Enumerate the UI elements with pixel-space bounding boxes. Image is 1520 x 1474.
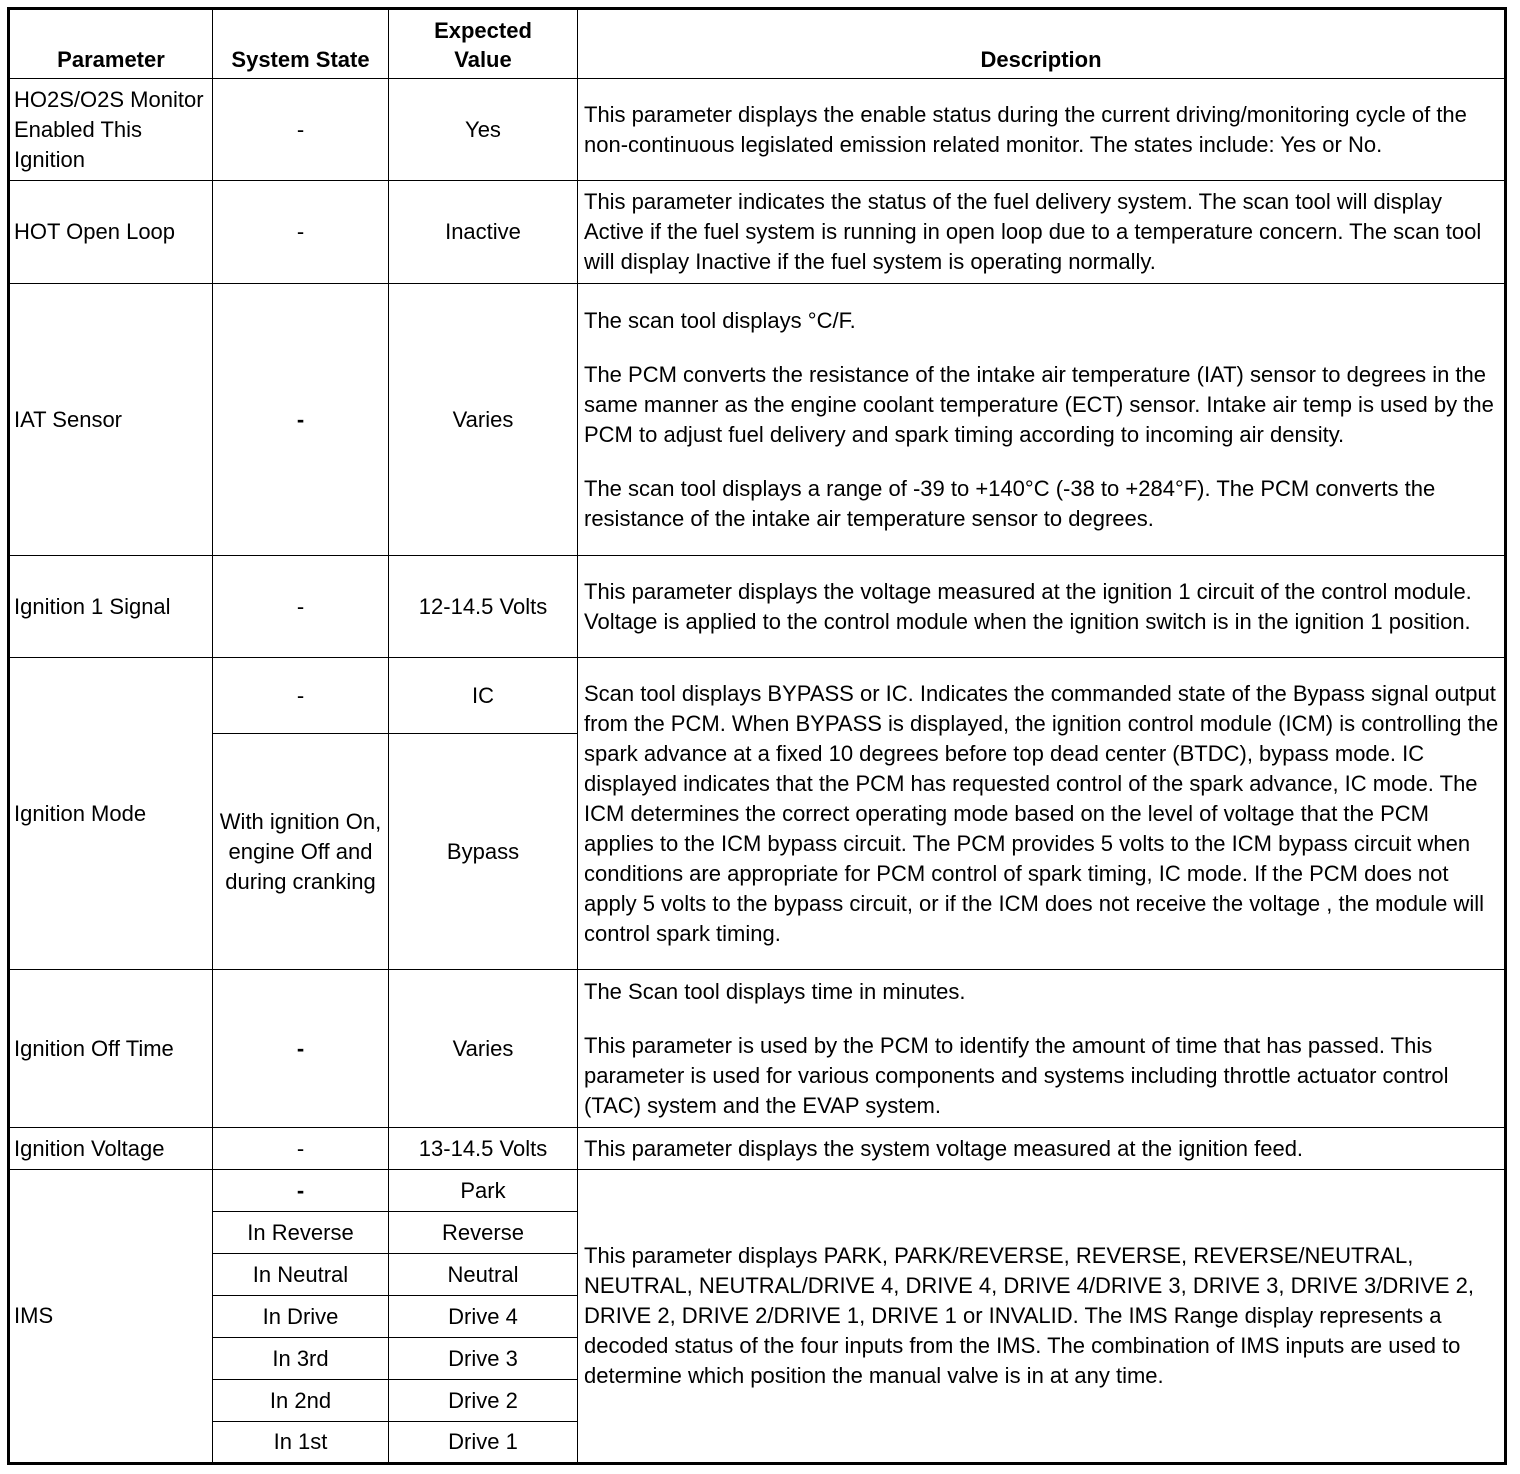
table-row — [9, 970, 1506, 1128]
expected-value-cell: Drive 2 — [389, 1380, 578, 1422]
system-state-cell: In Drive — [213, 1296, 389, 1338]
header-row — [9, 9, 1506, 79]
system-state-cell: - — [213, 1128, 389, 1170]
table-row — [9, 1128, 1506, 1170]
header-expected-line2: Value — [454, 47, 512, 72]
parameter-cell: Ignition Voltage — [9, 1128, 213, 1170]
system-state-cell: - — [213, 181, 389, 284]
system-state-cell: - — [213, 79, 389, 181]
expected-value-cell: Yes — [389, 79, 578, 181]
description-text: The Scan tool displays time in minutes. — [584, 978, 966, 1004]
table-row — [9, 181, 1506, 284]
system-state-cell: In Reverse — [213, 1212, 389, 1254]
expected-value-cell: Bypass — [389, 734, 578, 970]
parameter-cell: HOT Open Loop — [9, 181, 213, 284]
system-state-cell: In 1st — [213, 1422, 389, 1464]
expected-value-cell: Drive 4 — [389, 1296, 578, 1338]
expected-value-cell: 12-14.5 Volts — [389, 556, 578, 658]
expected-value-cell: Reverse — [389, 1212, 578, 1254]
parameter-cell: Ignition Off Time — [9, 970, 213, 1128]
parameter-cell: Ignition Mode — [9, 658, 213, 970]
expected-value-cell: Drive 1 — [389, 1422, 578, 1464]
system-state-cell: In Neutral — [213, 1254, 389, 1296]
expected-value-cell: Park — [389, 1170, 578, 1212]
table-row — [9, 658, 1506, 734]
description-text: This parameter displays PARK, PARK/REVERSE, REVERSE, REVERSE/NEUTRAL, NEUTRAL, NEUTRAL/DRIVE 4, DRIVE 4, DRIVE 4/DRIVE 3, DRIVE 3, DRIVE 3/DRIVE 2, DRIVE 2, DRIVE 2/DRIVE 1, DRIVE 1 or INVALID. The IMS Range display represents a decoded status of the four inputs from the IMS. The combination of IMS inputs are used to determine which position the manual valve is in at any time. — [584, 1243, 1475, 1388]
table-row — [9, 1170, 1506, 1212]
description-cell — [578, 970, 1506, 1128]
system-state-cell: In 3rd — [213, 1338, 389, 1380]
description-cell — [578, 79, 1506, 181]
table-row — [9, 79, 1506, 181]
description-text: This parameter displays the voltage measured at the ignition 1 circuit of the control module. Voltage is applied to the control module when the ignition switch is in the ignition 1 position. — [584, 578, 1472, 634]
description-cell — [578, 284, 1506, 556]
table-row — [9, 556, 1506, 658]
description-text: The scan tool displays a range of -39 to +140°C (-38 to +284°F). The PCM converts the resistance of the intake air temperature sensor to degrees. — [584, 475, 1436, 531]
header-expected-value — [389, 9, 578, 79]
system-state-cell: In 2nd — [213, 1380, 389, 1422]
description-text: This parameter is used by the PCM to identify the amount of time that has passed. This parameter is used for various components and systems including throttle actuator control (TAC) system and the EVAP system. — [584, 1032, 1449, 1118]
description-text: The PCM converts the resistance of the intake air temperature (IAT) sensor to degrees in the same manner as the engine coolant temperature (ECT) sensor. Intake air temp is used by the PCM to adjust fuel delivery and spark timing according to incoming air density. — [584, 361, 1494, 447]
header-parameter: Parameter — [9, 9, 213, 79]
system-state-cell: - — [213, 658, 389, 734]
parameter-cell: IAT Sensor — [9, 284, 213, 556]
system-state-cell: - — [213, 1170, 389, 1212]
expected-value-cell: Inactive — [389, 181, 578, 284]
description-cell — [578, 658, 1506, 970]
expected-value-cell: Drive 3 — [389, 1338, 578, 1380]
description-cell — [578, 556, 1506, 658]
description-text: This parameter indicates the status of the fuel delivery system. The scan tool will display Active if the fuel system is running in open loop due to a temperature concern. The scan tool will display Inactive if the fuel system is operating normally. — [584, 189, 1482, 274]
description-cell — [578, 1170, 1506, 1464]
system-state-cell: - — [213, 556, 389, 658]
expected-value-cell: Varies — [389, 970, 578, 1128]
system-state-cell: With ignition On, engine Off and during cranking — [213, 734, 389, 970]
system-state-cell: - — [213, 284, 389, 556]
table-row — [9, 284, 1506, 556]
parameter-table — [7, 7, 1507, 1465]
description-text: The scan tool displays °C/F. — [584, 307, 856, 333]
header-system-state: System State — [213, 9, 389, 79]
parameter-cell: IMS — [9, 1170, 213, 1464]
description-text: This parameter displays the enable status during the current driving/monitoring cycle of the non-continuous legislated emission related monitor. The states include: Yes or No. — [584, 101, 1467, 157]
header-expected-line1: Expected — [434, 18, 532, 43]
expected-value-cell: 13-14.5 Volts — [389, 1128, 578, 1170]
description-cell — [578, 1128, 1506, 1170]
header-description: Description — [578, 9, 1506, 79]
expected-value-cell: IC — [389, 658, 578, 734]
description-cell — [578, 181, 1506, 284]
description-text: Scan tool displays BYPASS or IC. Indicates the commanded state of the Bypass signal output from the PCM. When BYPASS is displayed, the ignition control module (ICM) is controlling the spark advance at a fixed 10 degrees before top dead center (BTDC), bypass mode. IC displayed indicates that the PCM has requested control of the spark advance, IC mode. The ICM determines the correct operating mode based on the level of voltage that the PCM applies to the ICM bypass circuit. The PCM provides 5 volts to the ICM bypass circuit when conditions are appropriate for PCM control of spark timing, IC mode. If the PCM does not apply 5 volts to the bypass circuit, or if the ICM does not receive the voltage , the module will control spark timing. — [584, 680, 1499, 946]
parameter-cell: HO2S/O2S Monitor Enabled This Ignition — [9, 79, 213, 181]
expected-value-cell: Varies — [389, 284, 578, 556]
expected-value-cell: Neutral — [389, 1254, 578, 1296]
description-text: This parameter displays the system voltage measured at the ignition feed. — [584, 1135, 1304, 1161]
parameter-cell: Ignition 1 Signal — [9, 556, 213, 658]
system-state-cell: - — [213, 970, 389, 1128]
